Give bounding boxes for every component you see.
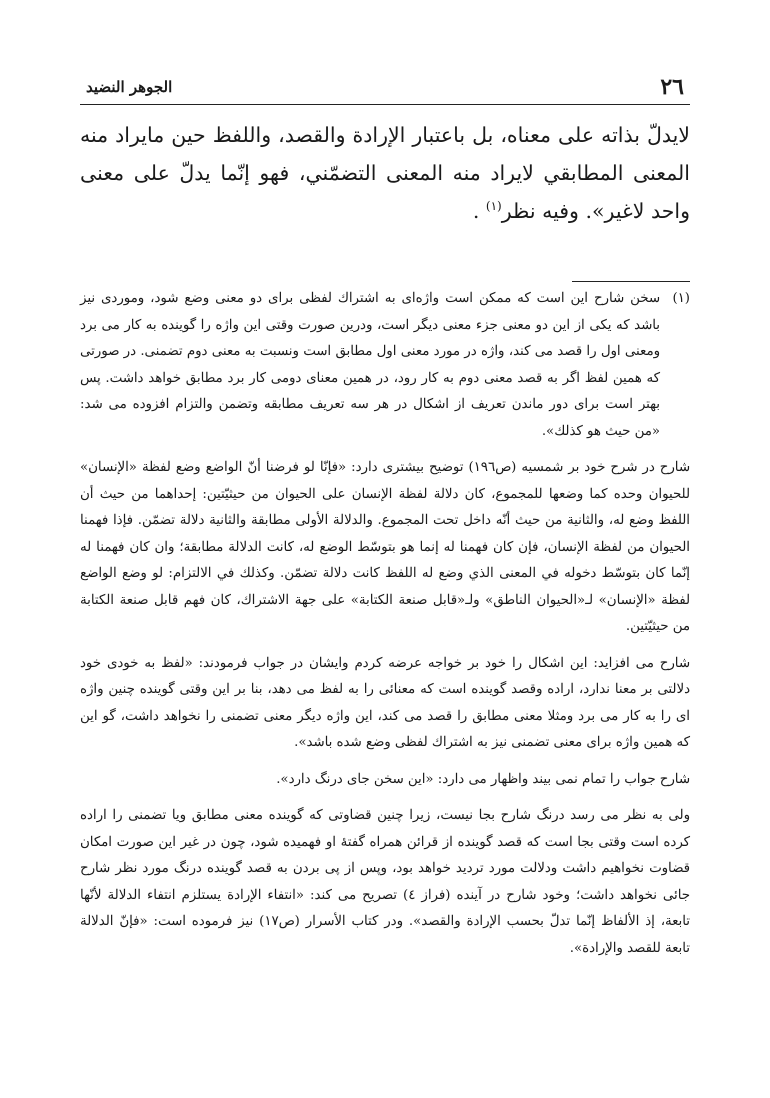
footnote-paragraph: ولی به نظر می رسد درنگ شارح بجا نیست، زیرا چنین قضاوتی که گوینده معنی مطابق ویا تضمنی را اراده کرده است وقتی بجا است که قصد گوینده از قرائن همراه گفتهٔ او فهمیده شود، چون در غیر این صورت امکان قضاوت نخواهیم داشت ودلالت مورد تردید خواهد بود، وپس از پی بردن به قصد گوینده درنگ مورد نظر شارح جائی نخواهد داشت؛ وخود شارح در آینده (فراز ٤) تصریح می کند: «انتفاء الإرادة يستلزم انتفاء الدلالة لأنّها تابعة، إذ الألفاظ إنّما تدلّ بحسب الإرادة والقصد». ودر كتاب الأسرار (ص١٧) نیز فرموده است: «فإنّ الدلالة تابعة للقصد والإرادة».: [80, 808, 690, 956]
footnote-paragraph: شارح در شرح خود بر شمسیه (ص١٩٦) توضیح بیشتری دارد: «فإنّا لو فرضنا أنّ الواضع وضع لفظة «الإنسان» للحيوان وحده كما وضعها للمجموع، كان دلالة لفظة الإنسان على الحيوان من حيثيّتين: إحداهما من حيث أن اللفظ وضع له، والثانية من حيث أنّه داخل تحت المجموع. والدلالة الأولى مطابقة والثانية دلالة تضمّن. فإذا فهمنا الحيوان من لفظة الإنسان، فإن كان فهمنا له إنما هو بتوسّط الوضع له، كانت الدلالة مطابقة؛ وان كان فهمنا له إنّما كان بتوسّط دخوله في المعنى الذي وضع له اللفظ كانت دلالة تضمّن. وكذلك في الالتزام: لو وضع الواضع لفظة «الإنسان» لـ«الحيوان الناطق» ولـ«قابل صنعة الكتابة» على جهة الاشتراك، كان فهم قابل صنعة الكتابة من حيثيّتين.: [80, 460, 691, 634]
page-number: ٢٦: [660, 74, 684, 100]
main-text-body: لايدلّ بذاته على معناه، بل باعتبار الإرادة والقصد، واللفظ حين مايراد منه المعنى المطابقي لايراد منه المعنى التضمّني، فهو إنّما يدلّ على معنى واحد لاغير». وفيه نظر: [80, 123, 690, 223]
footnote-number: (١): [672, 291, 690, 306]
page-header: [80, 74, 690, 105]
footnote-reference: (١): [485, 199, 502, 214]
main-text-trailing: .: [472, 199, 486, 223]
main-text: [80, 116, 690, 230]
footnote-paragraph: [80, 286, 690, 445]
footnote-paragraph: شارح جواب را تمام نمی بیند واظهار می دارد: «این سخن جای درنگ دارد».: [276, 771, 690, 787]
footnote-separator: [572, 281, 690, 282]
running-title: الجوهر النضيد: [86, 78, 173, 96]
footnotes: [80, 286, 690, 972]
footnote-text: سخن شارح این است که ممکن است واژه‌ای به اشتراك لفظی برای دو معنی وضع شود، وموردی نیز باشد که یکی از این دو معنی جزء معنی دیگر است، ودرین صورت وقتی این واژه را گوینده به کار می برد ومعنی اول را قصد می کند، واژه در مورد معنی اول مطابق است ونسبت به معنی دوم تضمنی. در صورتی که همین لفظ اگر به قصد معنی دوم به کار رود، در همین معنای دومی کار برد مطابق خواهد داشت. پس بهتر است برای دور ماندن تعریف از اشکال در هر سه تعریف مطابقه وتضمن والتزام افزوده می شد: «من حیث هو كذلك».: [80, 291, 660, 439]
footnote-paragraph: شارح می افزاید: این اشکال را خود بر خواجه عرضه کردم وایشان در جواب فرمودند: «لفظ به خودی خود دلالتی بر معنا ندارد، اراده وقصد گوینده است که معنائی را به لفظ می دهد، بنا بر این وقتی گوینده چنین واژه ای را به کار می برد ومثلا معنی مطابق را قصد می کند، این واژه دیگر معنی تضمنی را نخواهد داشت، گو این که همین واژه برای معنی تضمنی نیز به اشتراك لفظی وضع شده باشد».: [80, 655, 690, 750]
